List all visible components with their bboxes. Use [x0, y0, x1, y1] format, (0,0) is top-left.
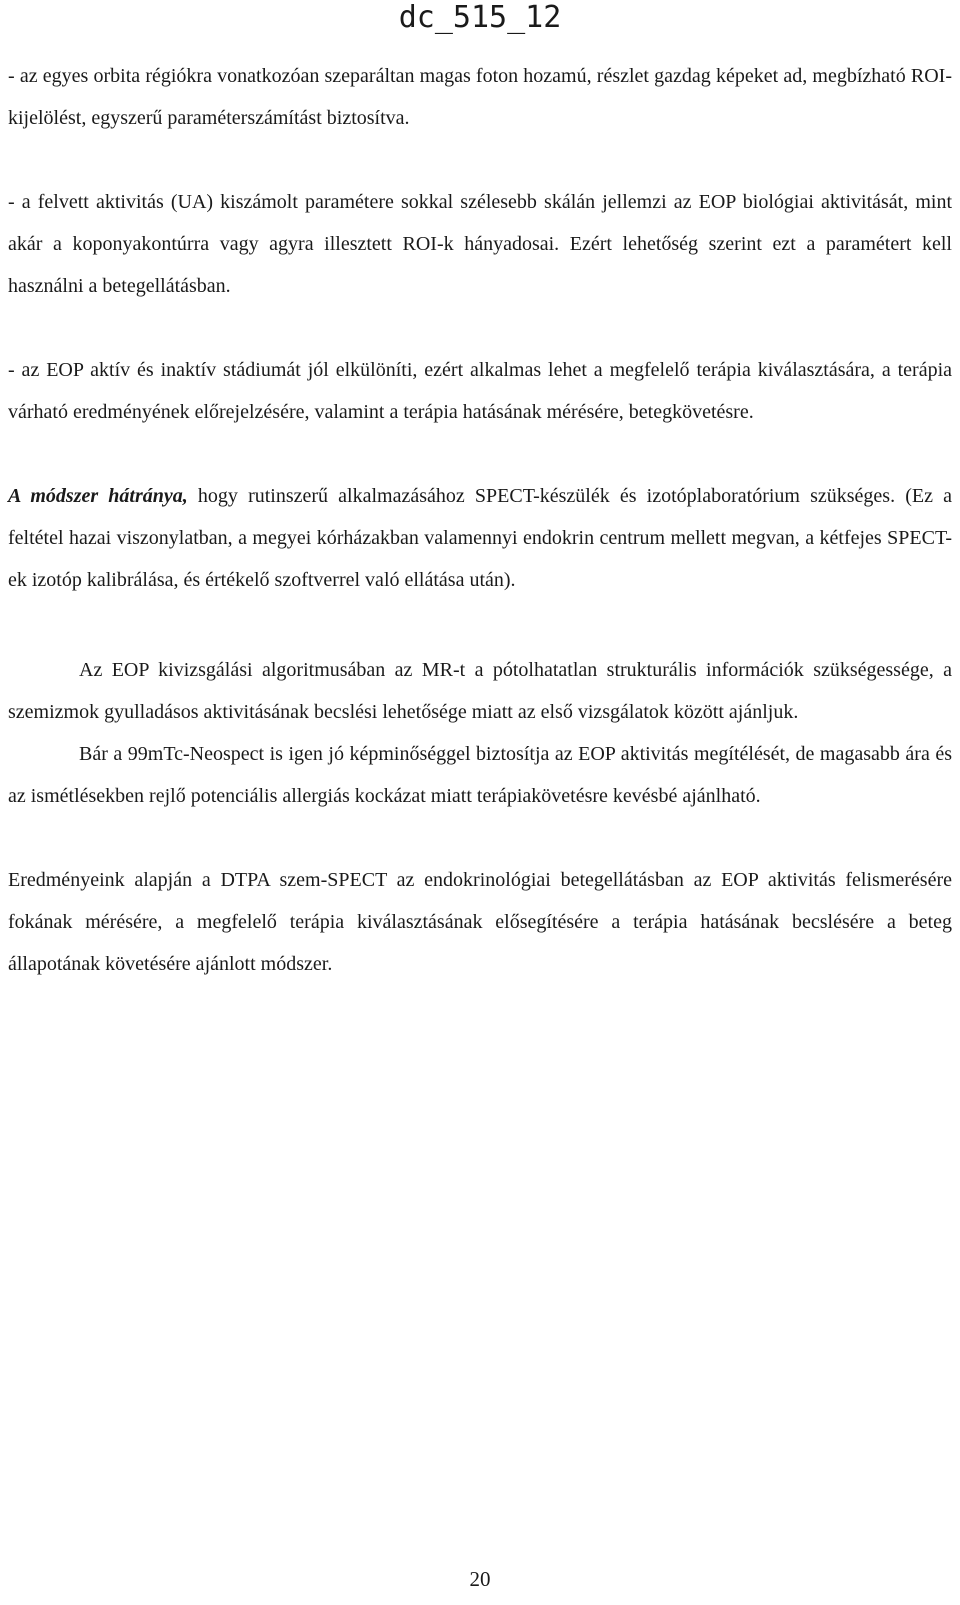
paragraph-disadvantage [8, 475, 952, 601]
bullet-paragraph-uptake: - a felvett aktivitás (UA) kiszámolt paramétere sokkal szélesebb skálán jellemzi az EOP biológiai aktivitását, mint akár a koponyakontúrra vagy agyra illesztett ROI-k hányadosai. Ezért lehetőség szerint ezt a paramétert kell használni a betegellátásban. [8, 191, 952, 297]
bullet-paragraph-roi: - az egyes orbita régiókra vonatkozóan szeparáltan magas foton hozamú, részlet gazdag képeket ad, megbízható ROI-kijelölést, egyszerű paraméterszámítást biztosítva. [8, 65, 952, 129]
disadvantage-heading: A módszer hátránya, [8, 485, 188, 507]
bullet-paragraph-stages: - az EOP aktív és inaktív stádiumát jól elkülöníti, ezért alkalmas lehet a megfelelő terápia kiválasztására, a terápia várható eredményének előrejelzésére, valamint a terápia hatásának mérésére, betegkövetésre. [8, 359, 952, 423]
paragraph-neospect: Bár a 99mTc-Neospect is igen jó képminőséggel biztosítja az EOP aktivitás megítélését, de magasabb ára és az ismétlésekben rejlő potenciális allergiás kockázat miatt terápiakövetésre kevésbé ajánlható. [8, 743, 952, 807]
document-code-header: dc_515_12 [398, 0, 562, 35]
document-body [8, 55, 952, 985]
paragraph-algorithm: Az EOP kivizsgálási algoritmusában az MR-t a pótolhatatlan strukturális információk szükségessége, a szemizmok gyulladásos aktivitásának becslési lehetősége miatt az első vizsgálatok között ajánljuk. [8, 659, 952, 723]
disadvantage-text: hogy rutinszerű alkalmazásához SPECT-készülék és izotóplaboratórium szükséges. (Ez a feltétel hazai viszonylatban, a megyei kórházakban valamennyi endokrin centrum mellett megvan, a kétfejes SPECT-ek izotóp kalibrálása, és értékelő szoftverrel való ellátása után). [8, 485, 952, 591]
paragraph-conclusion: Eredményeink alapján a DTPA szem-SPECT az endokrinológiai betegellátásban az EOP aktivitás felismerésére fokának mérésére, a megfelelő terápia kiválasztásának elősegítésére a terápia hatásának becslésére a beteg állapotának követésére ajánlott módszer. [8, 869, 952, 975]
page-number: 20 [469, 1567, 491, 1591]
